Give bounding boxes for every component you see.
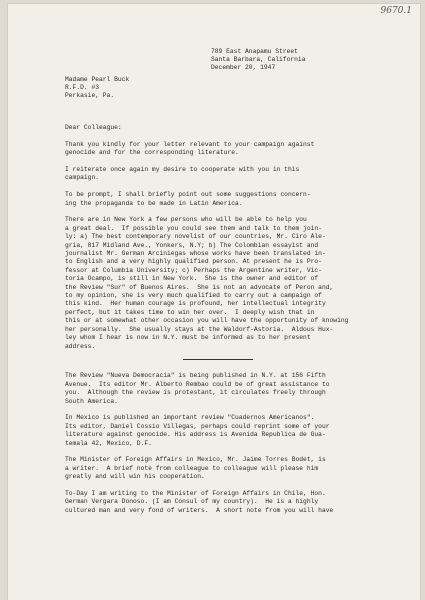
paragraph xyxy=(65,216,400,351)
text-line: her personally. She usually stays at the Waldorf-Astoria. Aldous Hux- xyxy=(65,325,334,333)
text-line: The Minister of Foreign Affairs in Mexico, Mr. Jaime Torres Bodet, is xyxy=(65,456,326,464)
text-line: temala 42, Mexico, D.F. xyxy=(65,439,152,447)
text-line: South America. xyxy=(65,397,118,405)
paragraph xyxy=(65,166,400,183)
salutation xyxy=(65,124,400,132)
text-line: cultured man and very fond of writers. A short note from you will have xyxy=(65,506,334,514)
salutation-text: Dear Colleague: xyxy=(65,124,122,131)
text-line: a writer. A brief note from colleague to colleague will please him xyxy=(65,464,319,472)
text-line: to English and a very highly qualified person. At present he is Pro- xyxy=(65,258,322,266)
text-line: genocide and for the corresponding literature. xyxy=(65,149,239,157)
text-line: Avenue. Its editor Mr. Alberto Rembao could be of great assistance to xyxy=(65,380,330,388)
text-line: fessor at Columbia University; c) Perhaps the Argentine writer, Vic- xyxy=(65,266,322,274)
letter-body xyxy=(65,124,400,524)
text-line: In Mexico is published an important review "Cuadernos Americanos". xyxy=(65,414,315,422)
paragraph xyxy=(65,456,400,481)
paragraphs-after-divider xyxy=(65,372,400,515)
letter-page xyxy=(8,4,420,600)
text-line: toria Ocampo, is still in New York. She is the owner and editor of xyxy=(65,275,319,283)
text-line: this or at somewhat other occasion you will have the opportunity of knowing xyxy=(65,317,349,325)
text-line: ley whom I hear is now in N.Y. must be informed as to her present xyxy=(65,334,311,342)
text-line: The Review "Nueva Democracia" is being published in N.Y. at 156 Fifth xyxy=(65,372,326,380)
text-line: journalist Mr. German Arciniegas whose works have been translated in- xyxy=(65,250,326,258)
paragraphs-before-divider xyxy=(65,141,400,351)
address-city: Santa Barbara, California xyxy=(211,56,306,64)
recipient-block xyxy=(65,76,129,101)
text-line: To-Day I am writing to the Minister of Foreign Affairs in Chile, Hon. xyxy=(65,489,326,497)
paragraph xyxy=(65,414,400,448)
recipient-name: Madame Pearl Buck xyxy=(65,76,130,83)
archive-number: 9670.1 xyxy=(380,6,412,16)
sender-address xyxy=(211,48,305,73)
paragraph xyxy=(65,191,400,208)
text-line: Its editor, Daniel Cossio Villegas, perhaps could reprint some of your xyxy=(65,422,330,430)
text-line: campaign. xyxy=(65,174,100,182)
text-line: There are in New York a few persons who will be able to help you xyxy=(65,216,307,224)
recipient-route: R.F.D. #3 xyxy=(65,84,100,92)
recipient-town: Perkasie, Pa. xyxy=(65,92,115,100)
text-line: gria, 817 Midland Ave., Yonkers, N.Y; b) The Colombian essayist and xyxy=(65,241,319,249)
text-line: to my opinion, she is very much qualified to carry out a campaign of xyxy=(65,292,322,300)
paragraph xyxy=(65,372,400,406)
text-line: ly: a) The best contemporary novelist of our countries, Mr. Ciro Ale- xyxy=(65,233,326,241)
text-line: perfect, but it takes time to win her over. I deeply wish that in xyxy=(65,308,315,316)
section-divider xyxy=(183,359,253,360)
text-line: literature against genocide. His address is Avenida Republica de Gua- xyxy=(65,431,326,439)
text-line: ing the propaganda to be made in Latin America. xyxy=(65,199,243,207)
paragraph xyxy=(65,490,400,515)
text-line: this kind. Her human courage is profound, her intellectual integrity xyxy=(65,300,326,308)
text-line: I reiterate once again my desire to cooperate with you in this xyxy=(65,166,300,173)
text-line: the Review "Sur" of Buenos Aires. She is not an advocate of Peron and, xyxy=(65,283,334,291)
text-line: a great deal. If possible you could see them and talk to them join- xyxy=(65,224,322,232)
letter-date: December 20, 1947 xyxy=(211,64,276,72)
text-line: address. xyxy=(65,342,96,350)
paragraph xyxy=(65,141,400,158)
address-street: 789 East Anapamu Street xyxy=(211,48,298,55)
text-line: greatly and will win his cooperation. xyxy=(65,473,205,481)
text-line: Thank you kindly for your letter relevant to your campaign against xyxy=(65,140,315,148)
text-line: you. Although the review is protestant, it circulates freely through xyxy=(65,389,326,397)
text-line: To be prompt, I shall briefly point out some suggestions concern- xyxy=(65,191,311,199)
text-line: German Vergara Donoso. (I am Consul of my country). He is a highly xyxy=(65,498,319,506)
